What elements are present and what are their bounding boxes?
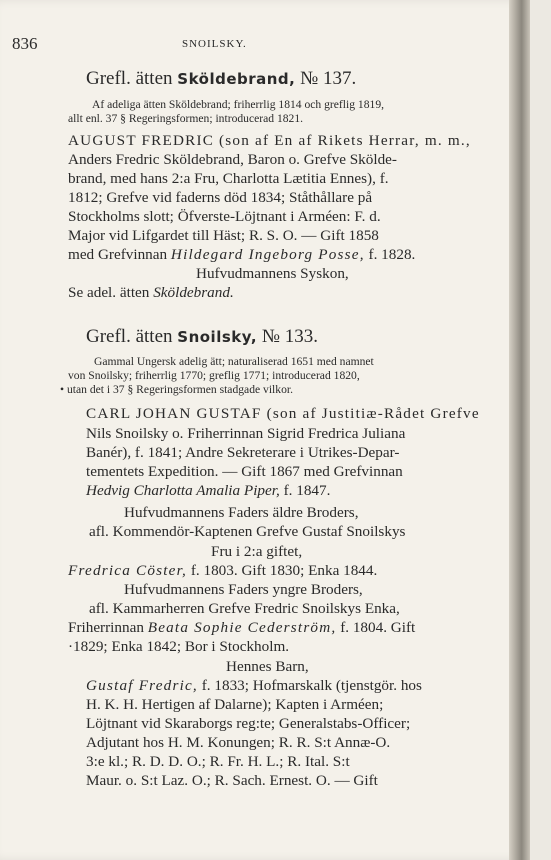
text-line: Gustaf Fredric, f. 1833; Hofmarskalk (tjenstgör. hos [86, 677, 422, 694]
running-head: SNOILSKY. [182, 38, 247, 50]
section-title-snoilsky: Grefl. ätten Snoilsky, № 133. [86, 326, 318, 347]
text-line: Banér), f. 1841; Andre Sekreterare i Utrikes-Depar- [86, 444, 400, 461]
text-line: Fru i 2:a giftet, [211, 543, 303, 560]
text-line: afl. Kommendör-Kaptenen Grefve Gustaf Snoilskys [89, 523, 406, 540]
text-line: Friherrinnan Beata Sophie Cederström, f. 1804. Gift [68, 619, 416, 636]
text-line: Se adel. ätten Sköldebrand. [68, 284, 234, 301]
section-title-skoldebrand: Grefl. ätten Sköldebrand, № 137. [86, 68, 357, 89]
text-line: afl. Kammarherren Grefve Fredric Snoilskys Enka, [89, 600, 400, 617]
text-line: brand, med hans 2:a Fru, Charlotta Lætitia Ennes), f. [68, 170, 389, 187]
subheading: Hennes Barn, [226, 658, 309, 675]
intro-line: Gammal Ungersk adelig ätt; naturaliserad 1651 med namnet [94, 355, 374, 368]
intro-line: von Snoilsky; friherrlig 1770; greflig 1771; introducerad 1820, [68, 369, 360, 382]
text-line: 1812; Grefve vid faderns död 1834; Ståthållare på [68, 189, 373, 206]
text-line: Löjtnant vid Skaraborgs reg:te; Generalstabs-Officer; [86, 715, 411, 732]
text-line: Major vid Lifgardet till Häst; R. S. O. — Gift 1858 [68, 227, 379, 244]
subheading: Hufvudmannens Syskon, [196, 265, 349, 282]
subheading: Hufvudmannens Faders äldre Broders, [124, 504, 359, 521]
text-line: Anders Fredric Sköldebrand, Baron o. Grefve Skölde- [68, 151, 397, 168]
text-line: Adjutant hos H. M. Konungen; R. R. S:t Annæ-O. [86, 734, 391, 751]
text-line: H. K. H. Hertigen af Dalarne); Kapten i Arméen; [86, 696, 384, 713]
text-line: tementets Expedition. — Gift 1867 med Grefvinnan [86, 463, 403, 480]
intro-line: Af adeliga ätten Sköldebrand; friherrlig 1814 och greflig 1819, [92, 98, 385, 111]
text-line: AUGUST FREDRIC (son af En af Rikets Herrar, m. m., [68, 132, 471, 149]
text-line: med Grefvinnan Hildegard Ingeborg Posse, f. 1828. [68, 246, 416, 263]
page-header [12, 34, 472, 54]
intro-line: • utan det i 37 § Regeringsformen stadgade vilkor. [60, 383, 293, 396]
text-line: ·1829; Enka 1842; Bor i Stockholm. [68, 638, 290, 655]
subheading: Hufvudmannens Faders yngre Broders, [124, 581, 363, 598]
text-line: Stockholms slott; Öfverste-Löjtnant i Arméen: F. d. [68, 208, 381, 225]
text-line: Maur. o. S:t Laz. O.; R. Sach. Ernest. O. — Gift [86, 772, 378, 789]
page-edge [509, 0, 530, 860]
intro-line: allt enl. 37 § Regeringsformen; introducerad 1821. [68, 112, 304, 125]
text-line: Hedvig Charlotta Amalia Piper, f. 1847. [86, 482, 331, 499]
text-line: Nils Snoilsky o. Friherrinnan Sigrid Fredrica Juliana [86, 425, 406, 442]
page-number: 836 [12, 34, 38, 53]
text-line: Fredrica Cöster, f. 1803. Gift 1830; Enka 1844. [68, 562, 378, 579]
text-line: CARL JOHAN GUSTAF (son af Justitiæ-Rådet Grefve [86, 405, 480, 422]
text-line: 3:e kl.; R. D. D. O.; R. Fr. H. L.; R. Ital. S:t [86, 753, 350, 770]
